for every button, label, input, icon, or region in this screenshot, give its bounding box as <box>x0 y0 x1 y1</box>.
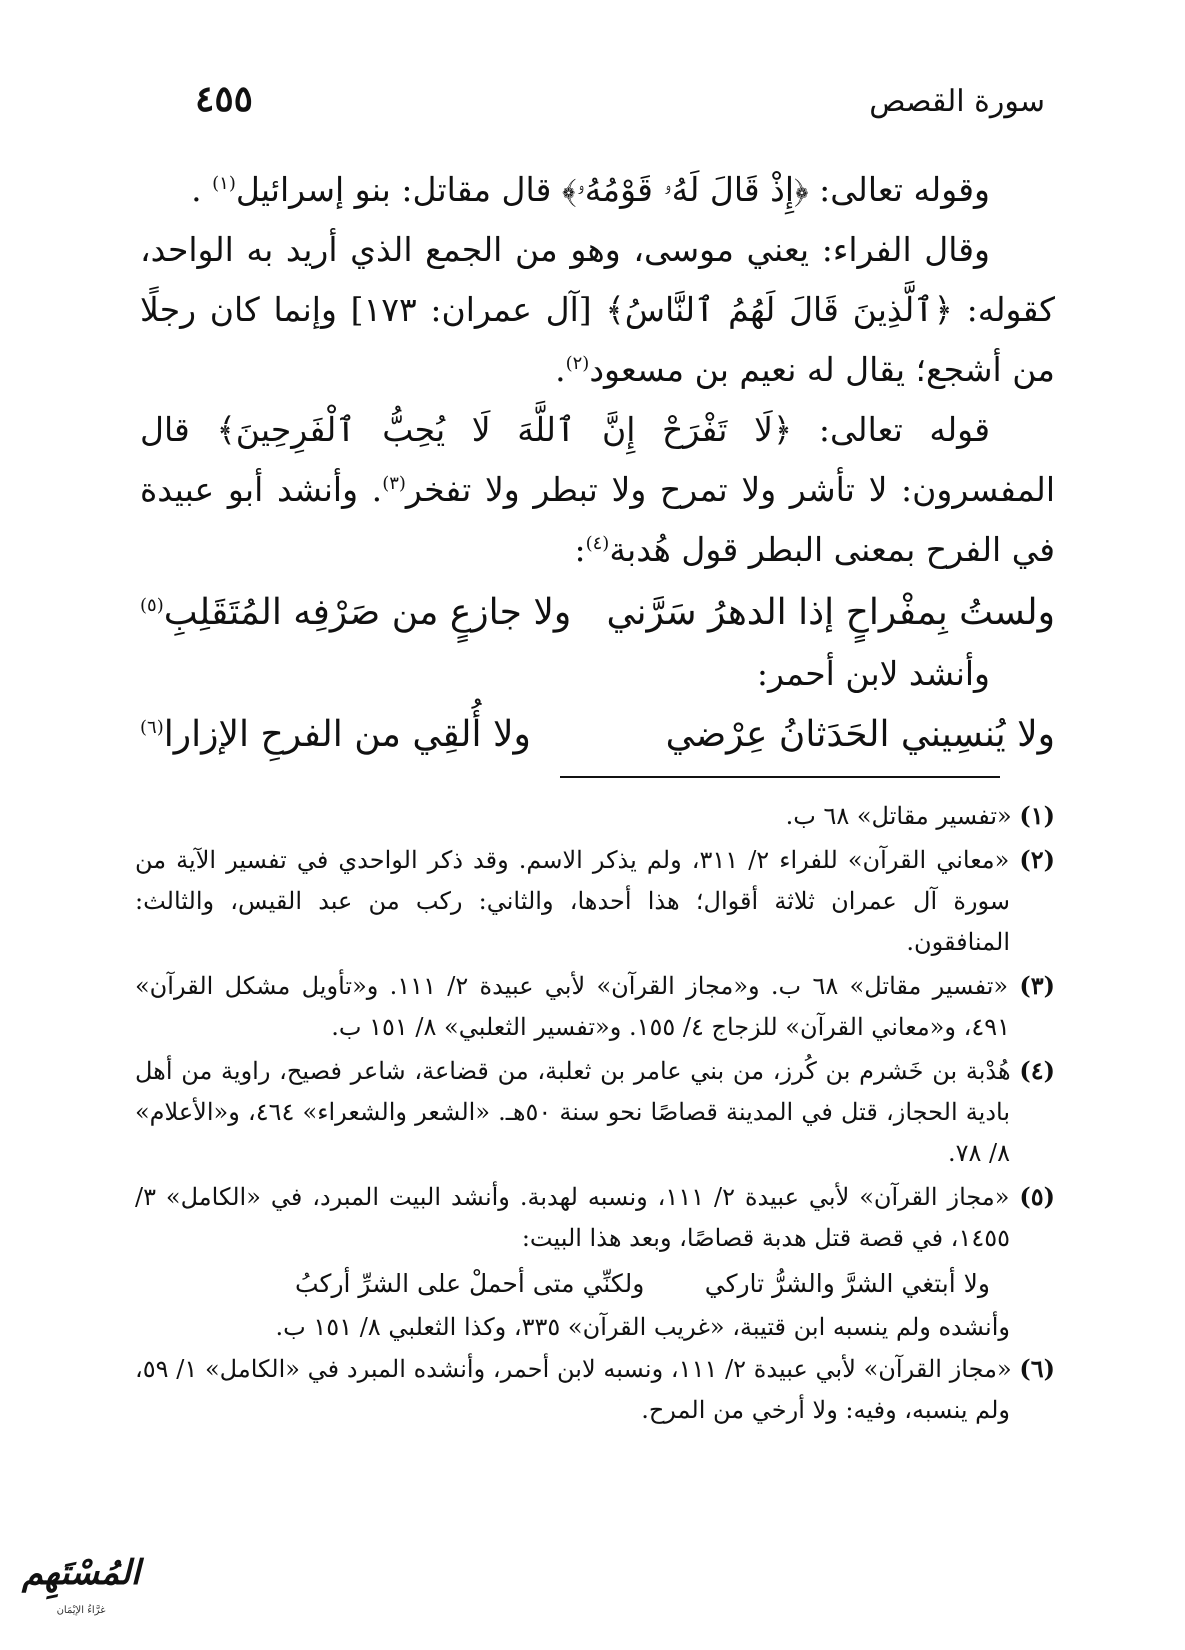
footnote-text: «مجاز القرآن» لأبي عبيدة ٢/ ١١١، ونسبه لابن أحمر، وأنشده المبرد في «الكامل» ١/ ٥٩، ولم ينسبه، وفيه: ولا أرخي من المرح. <box>135 1355 1012 1424</box>
footnote-5-verse <box>135 1261 1055 1307</box>
footnote-ref: (٦) <box>140 717 164 738</box>
footnote-number: (١) <box>1019 801 1055 830</box>
footnote-text: «مجاز القرآن» لأبي عبيدة ٢/ ١١١، ونسبه لهدبة. وأنشد البيت المبرد، في «الكامل» ٣/ ١٤٥٥، في قصة قتل هدبة قصاصًا، وبعد هذا البيت: <box>135 1183 1010 1252</box>
footnote-ref: (١) <box>212 173 236 194</box>
surah-name: سورة القصص <box>869 84 1045 119</box>
footnote-ref: (٤) <box>585 533 610 554</box>
footnote-number: (٦) <box>1019 1354 1055 1383</box>
footnote-4 <box>135 1050 1055 1174</box>
paragraph-1-text: وقوله تعالى: ﴿إِذْ قَالَ لَهُۥ قَوْمُهُۥ﴾ قال مقاتل: بنو إسرائيل <box>235 170 990 209</box>
footnote-number: (٢) <box>1019 845 1055 874</box>
verse-1-first-hemistich: ولستُ بِمفْراحٍ إذا الدهرُ سَرَّني <box>606 592 1055 633</box>
footnote-number: (٤) <box>1019 1056 1055 1085</box>
paragraph-3 <box>140 400 1055 580</box>
footnote-verse-second: ولكنِّي متى أحملْ على الشرِّ أركبُ <box>295 1269 645 1298</box>
footnote-1 <box>135 795 1055 837</box>
verse-2-second-text: ولا أُلقِي من الفرحِ الإزارا <box>163 714 531 755</box>
page-number: ٤٥٥ <box>195 78 254 120</box>
footnotes <box>135 795 1055 1433</box>
paragraph-1-end: . <box>191 170 213 209</box>
footnote-text: «تفسير مقاتل» ٦٨ ب. و«مجاز القرآن» لأبي عبيدة ٢/ ١١١. و«تأويل مشكل القرآن» ٤٩١، و«معاني القرآن» للزجاج ٤/ ١٥٥. و«تفسير الثعلبي» ٨/ ١٥١ ب. <box>135 972 1010 1041</box>
footnote-ref: (٣) <box>382 473 406 494</box>
watermark-logo <box>6 1553 156 1628</box>
footnote-divider <box>560 776 1000 778</box>
paragraph-1 <box>140 160 1055 220</box>
paragraph-2-text: وقال الفراء: يعني موسى، وهو من الجمع الذي أريد به الواحد، كقوله: ﴿ٱلَّذِينَ قَالَ لَهُمُ ٱلنَّاسُ﴾ [آل عمران: ١٧٣] وإنما كان رجلًا من أشجع؛ يقال له نعيم بن مسعود <box>140 230 1055 389</box>
footnote-ref: (٢) <box>565 353 590 374</box>
footnote-text: هُدْبة بن خَشرم بن كُرز، من بني عامر بن ثعلبة، من قضاعة، شاعر فصيح، راوية من أهل بادية الحجاز، قتل في المدينة قصاصًا نحو سنة ٥٠هـ. «الشعر والشعراء» ٤٦٤، و«الأعلام» ٨/ ٧٨. <box>135 1057 1011 1167</box>
footnote-number: (٥) <box>1019 1182 1056 1211</box>
poetry-verse-1 <box>140 580 1055 646</box>
footnote-verse-first: ولا أبتغي الشرَّ والشرُّ تاركي <box>704 1269 990 1298</box>
poetry-verse-2 <box>140 702 1055 768</box>
footnote-text: «معاني القرآن» للفراء ٢/ ٣١١، ولم يذكر الاسم. وقد ذكر الواحدي في تفسير الآية من سورة آل عمران ثلاثة أقوال؛ هذا أحدها، والثاني: ركب من عبد القيس، والثالث: المنافقون. <box>135 846 1010 956</box>
paragraph-3-cont: . وأنشد أبو عبيدة في الفرح بمعنى البطر قول هُدبة <box>140 470 1055 569</box>
paragraph-2-end: . <box>555 350 566 389</box>
footnote-5 <box>135 1176 1055 1259</box>
footnote-2 <box>135 839 1055 963</box>
page-header <box>195 78 1045 128</box>
footnote-text: «تفسير مقاتل» ٦٨ ب. <box>785 802 1012 830</box>
verse-2-first-hemistich: ولا يُنسِيني الحَدَثانُ عِرْضي <box>665 714 1055 755</box>
paragraph-2 <box>140 220 1055 400</box>
paragraph-3-end: : <box>574 530 586 569</box>
footnote-ref: (٥) <box>140 595 164 616</box>
footnote-number: (٣) <box>1019 971 1055 1000</box>
verse-1-second-text: ولا جازعٍ من صَرْفِه المُتَقَلِبِ <box>163 592 572 633</box>
footnote-5-continuation: وأنشده ولم ينسبه ابن قتيبة، «غريب القرآن» ٣٣٥، وكذا الثعلبي ٨/ ١٥١ ب. <box>275 1313 1010 1341</box>
verse-2-second-hemistich <box>140 702 531 768</box>
main-text <box>140 160 1055 768</box>
paragraph-3-text: قوله تعالى: ﴿لَا تَفْرَحْ إِنَّ ٱللَّهَ لَا يُحِبُّ ٱلْفَرِحِينَ﴾ قال المفسرون: لا تأشر ولا تمرح ولا تبطر ولا تفخر <box>140 410 1055 509</box>
narration-line: وأنشد لابن أحمر: <box>756 654 990 693</box>
footnote-6 <box>135 1348 1055 1431</box>
verse-1-second-hemistich <box>140 580 571 646</box>
watermark-subtext: غرَّاءُ الإيْمَان <box>56 1605 106 1616</box>
footnote-3 <box>135 965 1055 1048</box>
watermark-text: المُسْتَهِم <box>21 1553 141 1593</box>
